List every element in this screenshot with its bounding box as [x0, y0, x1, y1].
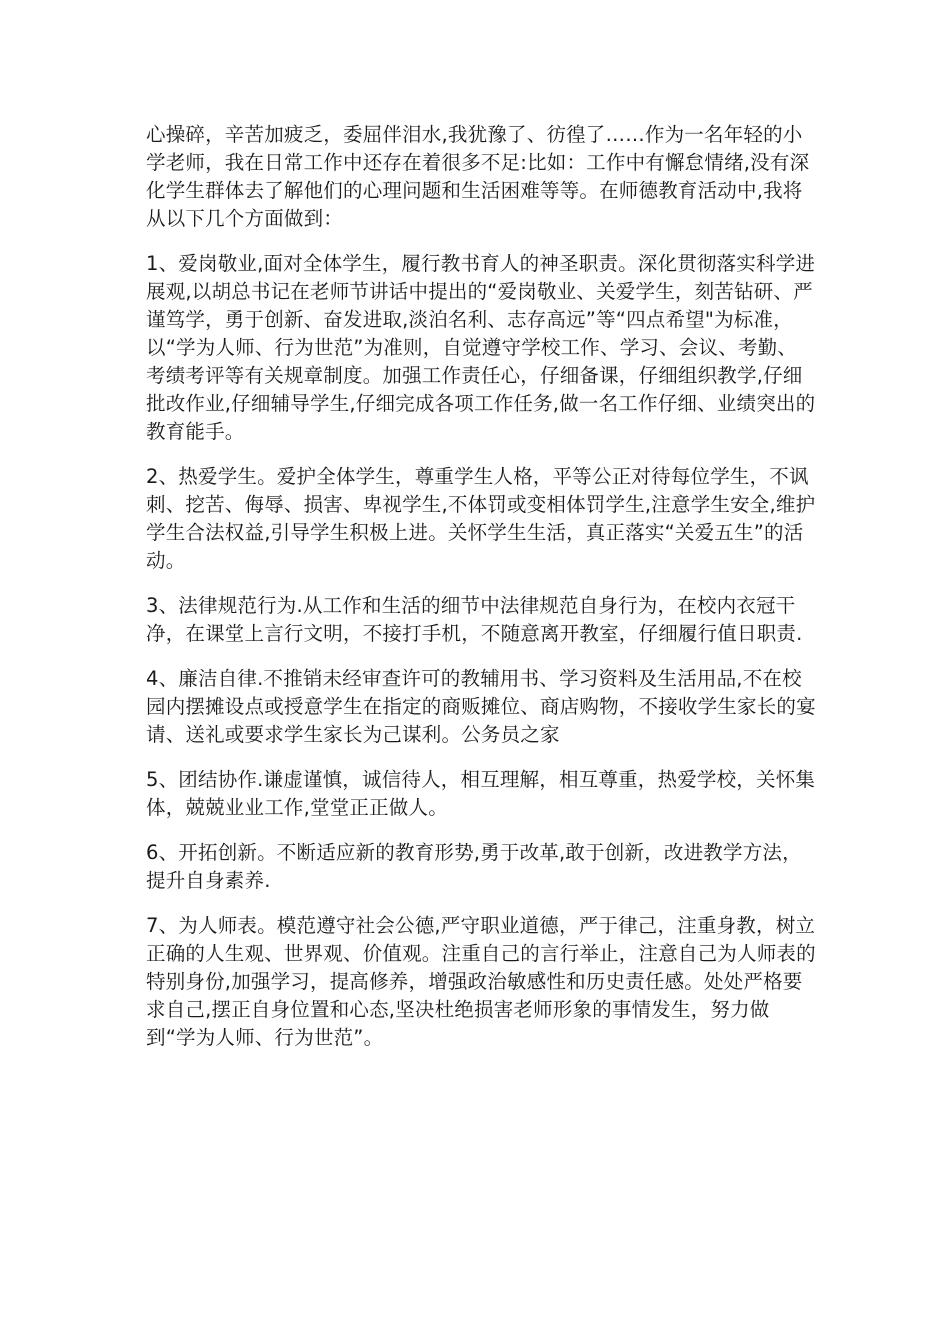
intro-paragraph: 心操碎，辛苦加疲乏，委屈伴泪水,我犹豫了、彷徨了……作为一名年轻的小学老师，我在日常工作中还存在着很多不足:比如：工作中有懈怠情绪,没有深化学生群体去了解他们的心理问题和生活困难等等。在师德教育活动中,我将从以下几个方面做到：	[146, 123, 810, 230]
item-paragraph-6: 6、开拓创新。不断适应新的教育形势,勇于改革,敢于创新，改进教学方法，提升自身素养.	[146, 841, 802, 892]
item-paragraph-1: 1、爱岗敬业,面对全体学生，履行教书育人的神圣职责。深化贯彻落实科学进展观,以胡总书记在老师节讲话中提出的“爱岗敬业、关爱学生，刻苦钻研、严谨笃学，勇于创新、奋发进取,淡泊名利、志存高远”等“四点希望"为标准，以“学为人师、行为世范”为准则，自觉遵守学校工作、学习、会议、考勤、考绩考评等有关规章制度。加强工作责任心，仔细备课，仔细组织教学,仔细批改作业,仔细辅导学生,仔细完成各项工作任务,做一名工作仔细、业绩突出的教育能手。	[146, 252, 816, 443]
document-body	[146, 121, 816, 1069]
item-paragraph-3: 3、法律规范行为.从工作和生活的细节中法律规范自身行为，在校内衣冠干净，在课堂上言行文明，不接打手机，不随意离开教室，仔细履行值日职责.	[146, 594, 803, 645]
item-paragraph-5: 5、团结协作.谦虚谨慎，诚信待人，相互理解，相互尊重，热爱学校，关怀集体，兢兢业业工作,堂堂正正做人。	[146, 768, 816, 819]
item-paragraph-4: 4、廉洁自律.不推销未经审查许可的教辅用书、学习资料及生活用品,不在校园内摆摊设点或授意学生在指定的商贩摊位、商店购物，不接收学生家长的宴请、送礼或要求学生家长为己谋利。公务员之家	[146, 667, 816, 746]
item-paragraph-7: 7、为人师表。模范遵守社会公德,严守职业道德，严于律己，注重身教，树立正确的人生观、世界观、价值观。注重自己的言行举止，注意自己为人师表的特别身份,加强学习，提高修养，增强政治敏感性和历史责任感。处处严格要求自己,摆正自身位置和心态,坚决杜绝损害老师形象的事情发生，努力做到“学为人师、行为世范”。	[146, 914, 816, 1049]
item-paragraph-2: 2、热爱学生。爱护全体学生，尊重学生人格，平等公正对待每位学生，不讽刺、挖苦、侮辱、损害、卑视学生,不体罚或变相体罚学生,注意学生安全,维护学生合法权益,引导学生积极上进。关怀学生生活，真正落实“关爱五生”的活动。	[146, 465, 816, 572]
